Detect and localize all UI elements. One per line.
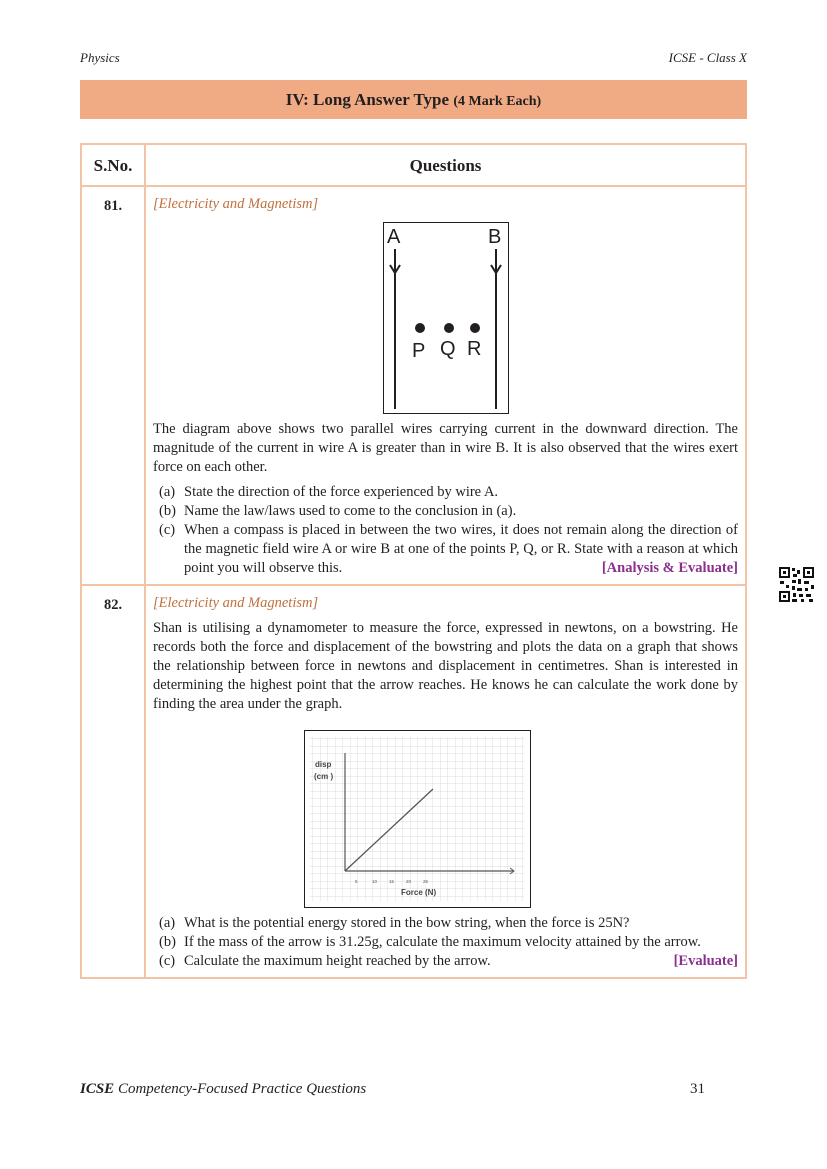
sub-question <box>159 502 738 521</box>
section-title: IV: Long Answer Type <box>285 90 450 109</box>
col-header-sno: S.No. <box>81 144 145 186</box>
sub-question-text: Name the law/laws used to come to the conclusion in (a). <box>184 503 517 519</box>
graph-grid <box>310 737 524 901</box>
force-displacement-graph-figure <box>304 730 531 908</box>
sub-question <box>159 521 738 578</box>
footer-book-title-bold: ICSE <box>80 1081 115 1097</box>
skill-tag: [Analysis & Evaluate] <box>601 560 738 576</box>
sub-question-text: If the mass of the arrow is 31.25g, calculate the maximum velocity attained by the arrow. <box>184 934 701 950</box>
sub-question-label: (c) <box>159 522 176 538</box>
sub-question <box>159 914 738 933</box>
question-topic: [Electricity and Magnetism] <box>153 595 319 611</box>
sub-question-body <box>184 521 738 578</box>
x-tick-label: 15 <box>389 879 395 884</box>
section-banner <box>80 80 747 119</box>
question-stem: Shan is utilising a dynamometer to measure the force, expressed in newtons, on a bowstring. He records both the force and displacement of the bowstring and plots the data on a graph that shows the relationship between force in newtons and displacement in centimetres. Shan is interested in determining the highest point that the arrow reaches. He knows he can calculate the work done by finding the area under the graph. <box>153 620 738 712</box>
question-row-81 <box>81 186 746 585</box>
qr-code-icon[interactable] <box>778 566 815 603</box>
running-header-subject: Physics <box>80 50 120 65</box>
x-tick-label: 25 <box>423 879 429 884</box>
questions-table <box>80 143 747 979</box>
sub-question-label: (a) <box>159 484 176 500</box>
section-subtitle: (4 Mark Each) <box>453 94 542 109</box>
parallel-wires-figure <box>383 222 509 414</box>
graph-ylabel-unit: (cm ) <box>314 772 334 781</box>
sub-question <box>159 483 738 502</box>
sub-question <box>159 933 738 952</box>
sub-question-list <box>153 914 738 971</box>
question-body <box>145 186 746 585</box>
graph-ylabel-disp: disp <box>315 760 332 769</box>
sub-question-label: (b) <box>159 503 176 519</box>
sub-question <box>159 952 738 971</box>
question-stem: The diagram above shows two parallel wires carrying current in the downward direction. The magnitude of the current in wire A is greater than in wire B. It is also observed that the wires exert force on each other. <box>153 421 738 475</box>
wire-a-label: A <box>386 226 400 248</box>
table-header-row <box>81 144 746 186</box>
question-body <box>145 585 746 978</box>
question-row-82 <box>81 585 746 978</box>
col-header-questions: Questions <box>145 144 746 186</box>
sub-question-label: (a) <box>159 915 176 931</box>
sub-question-text: What is the potential energy stored in the bow string, when the force is 25N? <box>184 915 630 931</box>
sub-question-label: (b) <box>159 934 176 950</box>
x-tick-label: 5 <box>355 879 358 884</box>
sub-question-text: When a compass is placed in between the two wires, it does not remain along the direction of the magnetic field wire A or wire B at one of the points P, Q, or R. State with a reason at which point you will observe this. <box>184 522 738 576</box>
sub-question-body <box>184 952 738 971</box>
sub-question-label: (c) <box>159 953 176 969</box>
point-q-label: Q <box>439 338 456 360</box>
point-q-dot <box>444 323 454 333</box>
x-tick-label: 10 <box>372 879 378 884</box>
point-r-dot <box>470 323 480 333</box>
sub-question-text: Calculate the maximum height reached by the arrow. <box>184 953 491 969</box>
skill-tag: [Evaluate] <box>673 953 738 969</box>
point-p-label: P <box>411 340 425 362</box>
footer-book-title <box>80 1081 366 1098</box>
footer-book-title-rest: Competency-Focused Practice Questions <box>114 1081 367 1097</box>
point-p-dot <box>415 323 425 333</box>
running-header-class: ICSE - Class X <box>668 50 747 65</box>
sub-question-list <box>153 483 738 578</box>
graph-xlabel: Force (N) <box>401 888 437 897</box>
question-number: 81. <box>81 186 145 585</box>
x-tick-label: 20 <box>406 879 412 884</box>
sub-question-text: State the direction of the force experienced by wire A. <box>184 484 499 500</box>
parallel-wires-diagram <box>384 223 508 413</box>
page-number: 31 <box>690 1081 705 1097</box>
force-displacement-graph <box>305 731 530 907</box>
point-r-label: R <box>466 338 481 360</box>
question-number: 82. <box>81 585 145 978</box>
qr-code-graphic <box>778 566 815 603</box>
question-topic: [Electricity and Magnetism] <box>153 196 319 212</box>
wire-b-label: B <box>487 226 501 248</box>
